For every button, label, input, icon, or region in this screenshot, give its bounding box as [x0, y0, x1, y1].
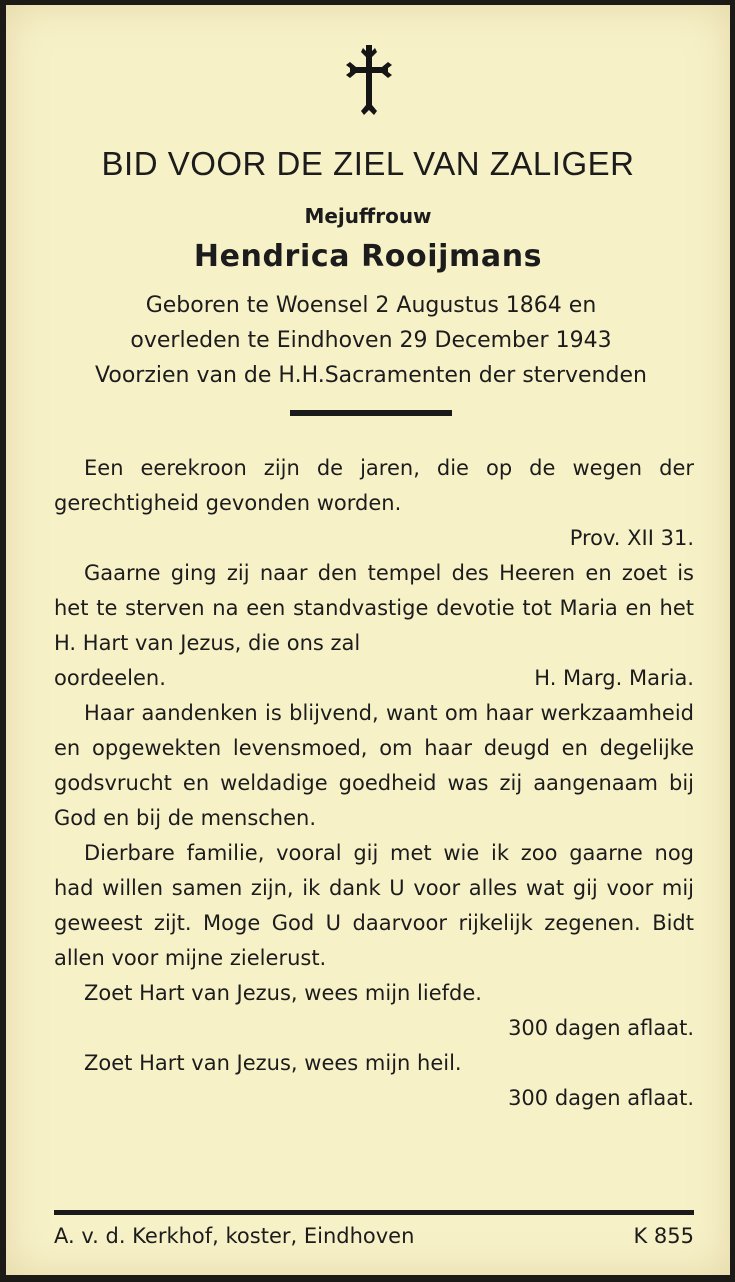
memorial-card — [6, 5, 730, 1275]
prayer-salvation: Zoet Hart van Jezus, wees mijn heil. — [84, 1051, 462, 1075]
prayer-love: Zoet Hart van Jezus, wees mijn liefde. — [84, 981, 482, 1005]
footer-divider — [54, 1210, 694, 1215]
life-dates — [46, 288, 696, 393]
divider — [290, 410, 452, 416]
indulgence-2: 300 dagen aflaat. — [508, 1086, 694, 1110]
paragraph-family: Dierbare familie, vooral gij met wie ik zoo gaarne nog had willen samen zijn, ik dank U voor alles wat gij voor mij geweest zijt. Moge God U daarvoor rijkelijk zegenen. Bidt allen voor mijne zielerust. — [54, 841, 694, 970]
death-line: overleden te Eindhoven 29 December 1943 — [130, 328, 612, 353]
footer — [54, 1224, 694, 1248]
birth-line: Geboren te Woensel 2 Augustus 1864 en — [145, 293, 597, 318]
printer-credit: A. v. d. Kerkhof, koster, Eindhoven — [54, 1224, 415, 1248]
quote-proverbs: Een eerekroon zijn de jaren, die op de wegen der gerechtigheid gevonden worden. — [54, 456, 694, 515]
cross-icon — [346, 45, 392, 117]
text-body — [54, 451, 694, 1116]
prayer-heading: BID VOOR DE ZIEL VAN ZALIGER — [101, 145, 635, 182]
card-code: K 855 — [633, 1224, 694, 1248]
quote-marg-maria-source: H. Marg. Maria. — [534, 666, 694, 690]
paragraph-remembrance: Haar aandenken is blijvend, want om haar werkzaamheid en opgewekten levensmoed, om haar deugd en degelijke godsvrucht en weldadige goedheid was zij aangenaam bij God en bij de menschen. — [54, 701, 694, 830]
quote-marg-maria-end — [54, 661, 694, 696]
deceased-name: Hendrica Rooijmans — [193, 239, 543, 274]
quote-last-word: oordeelen. — [54, 666, 166, 690]
indulgence-1: 300 dagen aflaat. — [508, 1016, 694, 1040]
quote-proverbs-source: Prov. XII 31. — [569, 526, 694, 550]
honorific: Mejuffrouw — [304, 204, 432, 228]
quote-marg-maria: Gaarne ging zij naar den tempel des Heeren en zoet is het te sterven na een standvastige devotie tot Maria en het H. Hart van Jezus, die ons zal — [54, 561, 694, 655]
sacraments-line: Voorzien van de H.H.Sacramenten der stervenden — [95, 363, 647, 388]
